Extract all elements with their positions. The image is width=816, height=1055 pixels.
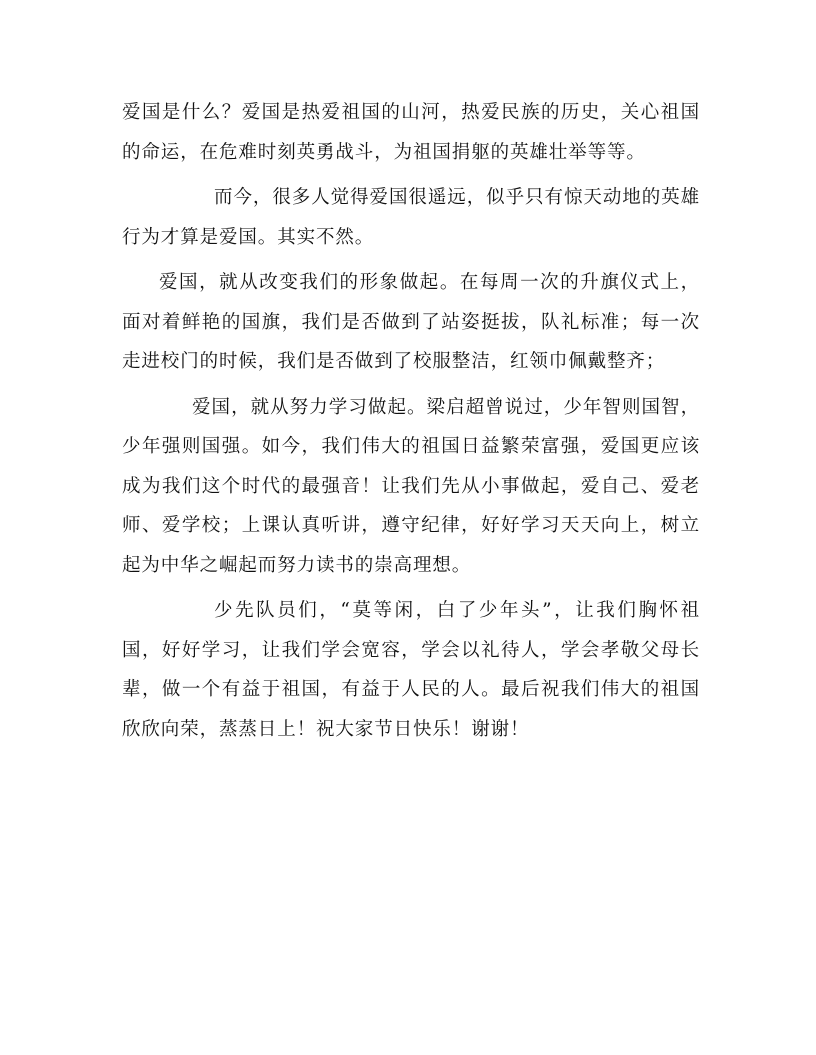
paragraph-study-hard: 爱国，就从努力学习做起。梁启超曾说过，少年智则国智，少年强则国强。如今，我们伟大的祖国日益繁荣富强，爱国更应该成为我们这个时代的最强音！让我们先从小事做起，爱自己、爱老师、爱学校；上课认真听讲，遵守纪律，好好学习天天向上，树立起为中华之崛起而努力读书的崇高理想。 [122, 396, 700, 576]
paragraph-patriotism-seems-distant: 而今，很多人觉得爱国很遥远，似乎只有惊天动地的英雄行为才算是爱国。其实不然。 [122, 187, 700, 248]
paragraph-closing-wishes: 少先队员们，“莫等闲，白了少年头”，让我们胸怀祖国，好好学习，让我们学会宽容，学会以礼待人，学会孝敬父母长辈，做一个有益于祖国，有益于人民的人。最后祝我们伟大的祖国欣欣向荣，蒸蒸日上！祝大家节日快乐！谢谢！ [122, 600, 700, 740]
paragraph-change-our-image: 爱国，就从改变我们的形象做起。在每周一次的升旗仪式上，面对着鲜艳的国旗，我们是否做到了站姿挺拔，队礼标准；每一次走进校门的时候，我们是否做到了校服整洁，红领巾佩戴整齐； [122, 272, 700, 372]
document-body [122, 93, 700, 755]
paragraph-what-is-patriotism: 爱国是什么？爱国是热爱祖国的山河，热爱民族的历史，关心祖国的命运，在危难时刻英勇战斗，为祖国捐躯的英雄壮举等等。 [122, 102, 700, 163]
